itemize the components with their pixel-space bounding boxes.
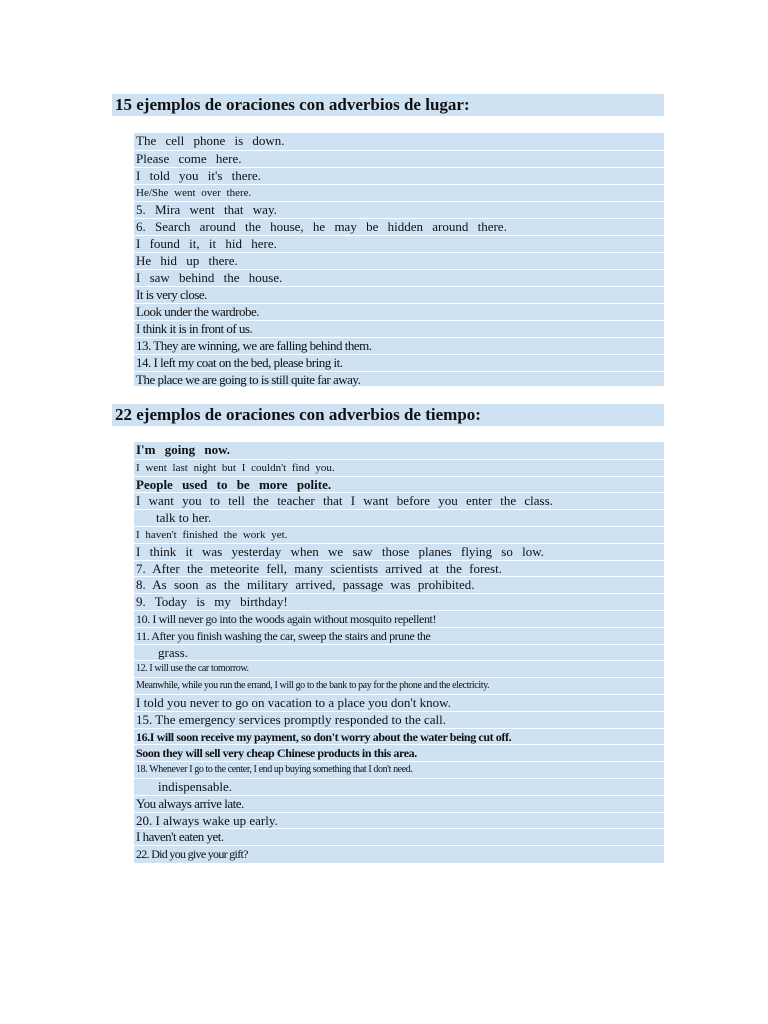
- list-item: The cell phone is down.: [136, 133, 285, 148]
- list-item: 18. Whenever I go to the center, I end up buying something that I don't need.: [134, 761, 664, 778]
- list-item: 14. I left my coat on the bed, please bring it.: [134, 354, 664, 371]
- list-item: People used to be more polite.: [134, 476, 664, 493]
- list-item: Please come here.: [134, 150, 664, 167]
- list-item: I'm going now.: [136, 442, 230, 457]
- list-item: 16.I will soon receive my payment, so don't worry about the water being cut off.: [134, 728, 664, 745]
- list-item: He hid up there.: [134, 252, 664, 269]
- list-item: I think it is in front of us.: [134, 320, 664, 337]
- list-item: The place we are going to is still quite far away.: [134, 371, 664, 388]
- list-item: 6. Search around the house, he may be hidden around there.: [134, 218, 664, 235]
- section2-title: 22 ejemplos de oraciones con adverbios de tiempo:: [112, 404, 664, 426]
- list-item: I found it, it hid here.: [134, 235, 664, 252]
- list-item: I told you it's there.: [134, 167, 664, 184]
- section1-list: [134, 133, 664, 386]
- list-item: 8. As soon as the military arrived, passage was prohibited.: [134, 576, 664, 593]
- list-item: 20. I always wake up early.: [134, 812, 664, 829]
- section1-title: 15 ejemplos de oraciones con adverbios de lugar:: [112, 94, 664, 116]
- list-item: Look under the wardrobe.: [134, 303, 664, 320]
- list-item: 11. After you finish washing the car, sweep the stairs and prune the: [134, 627, 664, 644]
- list-item: It is very close.: [134, 286, 664, 303]
- list-item: I haven't eaten yet.: [134, 828, 664, 845]
- list-item: 10. I will never go into the woods again without mosquito repellent!: [134, 610, 664, 627]
- list-item: I saw behind the house.: [134, 269, 664, 286]
- list-item: Soon they will sell very cheap Chinese products in this area.: [134, 744, 664, 761]
- list-item: He/She went over there.: [134, 184, 664, 201]
- list-item: I think it was yesterday when we saw those planes flying so low.: [134, 543, 664, 560]
- list-item: Meanwhile, while you run the errand, I will go to the bank to pay for the phone and the electricity.: [134, 677, 664, 694]
- list-item: 9. Today is my birthday!: [134, 593, 664, 610]
- list-item: 12. I will use the car tomorrow.: [134, 660, 664, 677]
- list-item: grass.: [134, 644, 664, 661]
- list-item: 15. The emergency services promptly responded to the call.: [134, 711, 664, 728]
- list-item: talk to her.: [134, 509, 664, 526]
- section2-list: [134, 442, 664, 863]
- list-item: I went last night but I couldn't find you.: [134, 459, 664, 476]
- list-item: 22. Did you give your gift?: [134, 845, 664, 862]
- list-item: I want you to tell the teacher that I want before you enter the class.: [134, 492, 664, 509]
- list-item: I told you never to go on vacation to a place you don't know.: [134, 694, 664, 711]
- list-item: 13. They are winning, we are falling behind them.: [134, 337, 664, 354]
- list-item: You always arrive late.: [134, 795, 664, 812]
- list-item: 5. Mira went that way.: [134, 201, 664, 218]
- list-item: indispensable.: [134, 778, 664, 795]
- list-item: I haven't finished the work yet.: [134, 526, 664, 543]
- list-item: 7. After the meteorite fell, many scientists arrived at the forest.: [134, 560, 664, 577]
